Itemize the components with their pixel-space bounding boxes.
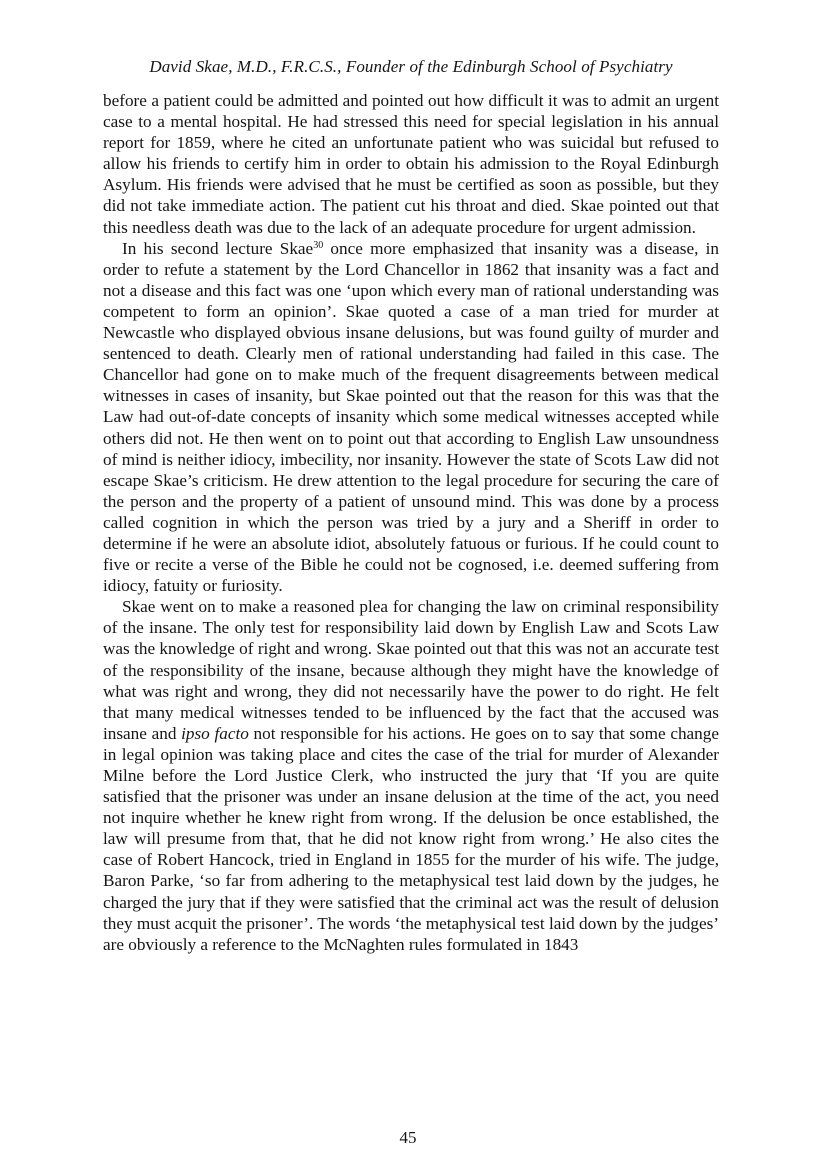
paragraph-3 bbox=[103, 596, 719, 955]
page-content bbox=[103, 56, 719, 955]
latin-phrase: ipso facto bbox=[181, 723, 249, 743]
paragraph-2-text-rest: once more emphasized that insanity was a disease, in order to refute a statement by the Lord Chancellor in 1862 that insanity was a fact and not a disease and this fact was one ‘upon which every man of rational understanding was competent to form an opinion’. Skae quoted a case of a man tried for murder at Newcastle who displayed obvious insane delusions, but was found guilty of murder and sentenced to death. Clearly men of rational understanding had failed in this case. The Chancellor had gone on to make much of the frequent disagreements between medical witnesses in cases of insanity, but Skae pointed out that the reason for this was that the Law had out-of-date concepts of insanity which some medical witnesses accepted while others did not. He then went on to point out that according to English Law unsoundness of mind is neither idiocy, imbecility, nor insanity. However the state of Scots Law did not escape Skae’s criticism. He drew attention to the legal procedure for securing the care of the person and the property of a patient of unsound mind. This was done by a process called cognition in which the person was tried by a jury and a Sheriff in order to determine if he were an absolute idiot, absolutely fatuous or furious. If he could count to five or recite a verse of the Bible he could not be cognosed, i.e. deemed suffering from idiocy, fatuity or furiosity. bbox=[103, 238, 719, 596]
paragraph-3-text-start: Skae went on to make a reasoned plea for changing the law on criminal responsibility of the insane. The only test for responsibility laid down by English Law and Scots Law was the knowledge of right and wrong. Skae pointed out that this was not an accurate test of the responsibility of the insane, because although they might have the knowledge of what was right and wrong, they did not necessarily have the power to do right. He felt that many medical witnesses tended to be influenced by the fact that the accused was insane and bbox=[103, 597, 719, 743]
paragraph-2 bbox=[103, 238, 719, 597]
paragraph-3-text-rest: not responsible for his actions. He goes on to say that some change in legal opinion was taking place and cites the case of the trial for murder of Alexander Milne before the Lord Justice Clerk, who instructed the jury that ‘If you are quite satisfied that the prisoner was under an insane delusion at the time of the act, you need not inquire whether he knew right from wrong. If the delusion be once established, the law will presume from that, that he did not know right from wrong.’ He also cites the case of Robert Hancock, tried in England in 1855 for the murder of his wife. The judge, Baron Parke, ‘so far from adhering to the metaphysical test laid down by the judges, he charged the jury that if they were satisfied that the criminal act was the result of delusion they must acquit the prisoner’. The words ‘the metaphysical test laid down by the judges’ are obviously a reference to the McNaghten rules formulated in 1843 bbox=[103, 723, 719, 954]
paragraph-2-text-start: In his second lecture Skae bbox=[122, 238, 314, 258]
page-number: 45 bbox=[399, 1128, 417, 1147]
running-head: David Skae, M.D., F.R.C.S., Founder of the Edinburgh School of Psychiatry bbox=[149, 57, 673, 76]
reference-number: 30 bbox=[313, 239, 324, 251]
paragraph-1: before a patient could be admitted and pointed out how difficult it was to admit an urgent case to a mental hospital. He had stressed this need for special legislation in his annual report for 1859, where he cited an unfortunate patient who was suicidal but refused to allow his friends to certify him in order to obtain his admission to the Royal Edinburgh Asylum. His friends were advised that he must be certified as soon as possible, but they did not take immediate action. The patient cut his throat and died. Skae pointed out that this needless death was due to the lack of an adequate procedure for urgent admission. bbox=[103, 91, 719, 237]
